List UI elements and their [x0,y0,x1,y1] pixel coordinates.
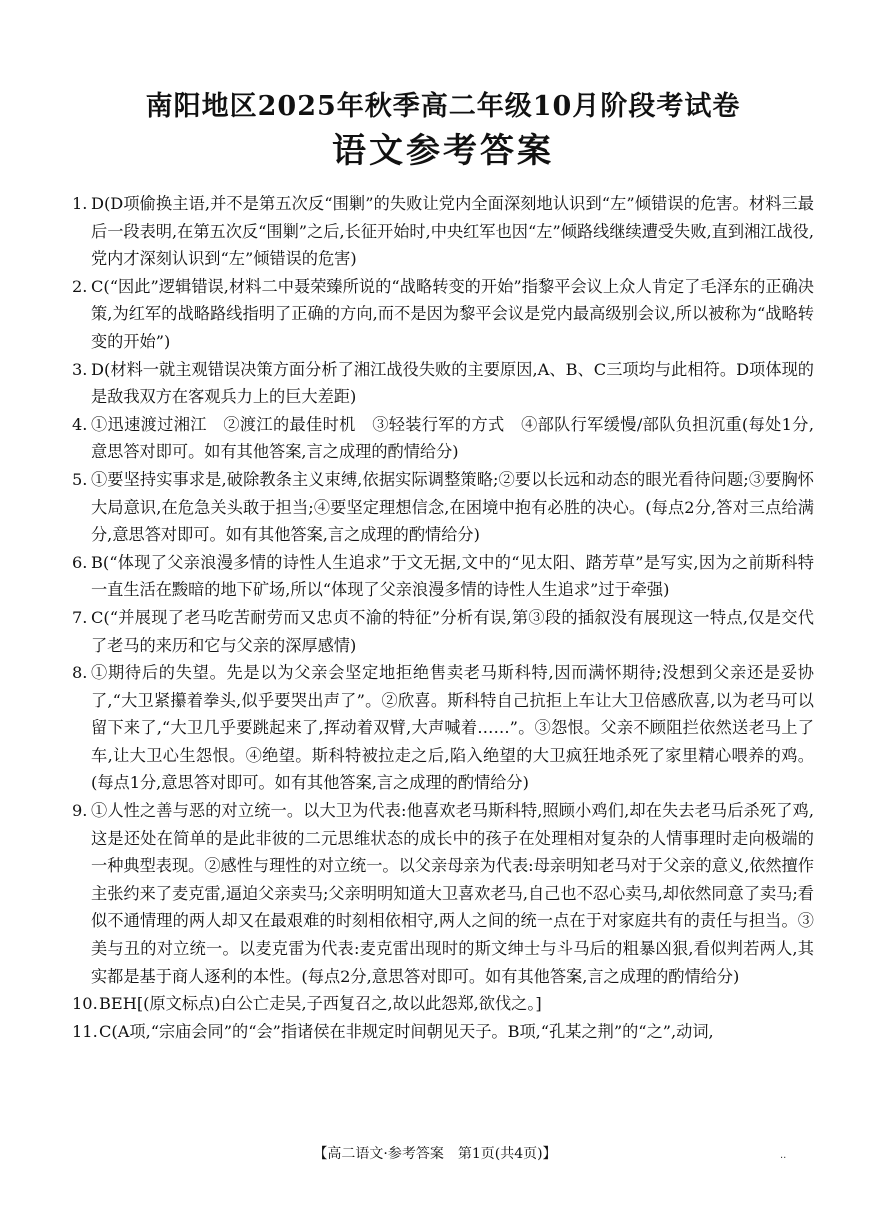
answer-list [72,190,814,1045]
answer-item-9 [72,797,814,990]
answer-number: 6. [72,552,88,572]
answer-text: ①期待后的失望。先是以为父亲会坚定地拒绝售卖老马斯科特,因而满怀期待;没想到父亲还是妥协了,“大卫紧攥着拳头,似乎要哭出声了”。②欣喜。斯科特自己抗拒上车让大卫倍感欣喜,以为老马可以留下来了,“大卫几乎要跳起来了,挥动着双臂,大声喊着……”。③怨恨。父亲不顾阻拦依然送老马上了车,让大卫心生怨恨。④绝望。斯科特被拉走之后,陷入绝望的大卫疯狂地杀死了家里精心喂养的鸡。(每点1分,意思答对即可。如有其他答案,言之成理的酌情给分) [91,663,814,793]
answer-number: 7. [72,607,88,627]
answer-key-title: 语文参考答案 [332,131,554,171]
answer-number: 4. [72,414,88,434]
answer-number: 10. [72,994,98,1014]
answer-text: C(A项,“宗庙会同”的“会”指诸侯在非规定时间朝见天子。B项,“孔某之荆”的“之”,动词, [99,1021,714,1041]
answer-text: D(材料一就主观错误决策方面分析了湘江战役失败的主要原因,A、B、C三项均与此相符。D项体现的是敌我双方在客观兵力上的巨大差距) [91,359,814,407]
answer-number: 3. [72,359,88,379]
answer-text: ①迅速渡过湘江 ②渡江的最佳时机 ③轻装行军的方式 ④部队行军缓慢/部队负担沉重(每处1分,意思答对即可。如有其他答案,言之成理的酌情给分) [91,414,814,462]
corner-mark: .. [780,1150,787,1161]
answer-text: D(D项偷换主语,并不是第五次反“围剿”的失败让党内全面深刻地认识到“左”倾错误的危害。材料三最后一段表明,在第五次反“围剿”之后,长征开始时,中央红军也因“左”倾路线继续遭受失败,直到湘江战役,党内才深刻认识到“左”倾错误的危害) [91,194,814,269]
answer-number: 1. [72,194,88,213]
answer-text: BEH[(原文标点)白公亡走吴,子西复召之,故以此怨郑,欲伐之。] [99,994,542,1014]
answer-item-2 [72,273,814,356]
answer-item-5 [72,466,814,549]
answer-item-4 [72,411,814,466]
page-footer: 【高二语文·参考答案 第1页(共4页)】 [313,1146,557,1162]
answer-text: C(“并展现了老马吃苦耐劳而又忠贞不渝的特征”分析有误,第③段的插叙没有展现这一特点,仅是交代了老马的来历和它与父亲的深厚感情) [91,607,814,655]
answer-item-6 [72,549,814,604]
answer-number: 5. [72,469,88,489]
answer-item-8 [72,659,814,797]
answer-text: B(“体现了父亲浪漫多情的诗性人生追求”于文无据,文中的“见太阳、踏芳草”是写实,因为之前斯科特一直生活在黢暗的地下矿场,所以“体现了父亲浪漫多情的诗性人生追求”过于牵强) [91,552,814,600]
answer-number: 8. [72,663,88,683]
answer-number: 9. [72,801,88,821]
answer-text: ①要坚持实事求是,破除教条主义束缚,依据实际调整策略;②要以长远和动态的眼光看待问题;③要胸怀大局意识,在危急关头敢于担当;④要坚定理想信念,在困境中抱有必胜的决心。(每点2分,答对三点给满分,意思答对即可。如有其他答案,言之成理的酌情给分) [91,469,814,545]
answer-number: 11. [72,1021,98,1041]
answer-item-7 [72,604,814,659]
answer-item-10 [72,990,814,1018]
answer-text: ①人性之善与恶的对立统一。以大卫为代表:他喜欢老马斯科特,照顾小鸡们,却在失去老马后杀死了鸡,这是还处在简单的是此非彼的二元思维状态的成长中的孩子在处理相对复杂的人情事理时走向极端的一种典型表现。②感性与理性的对立统一。以父亲母亲为代表:母亲明知老马对于父亲的意义,依然擅作主张约来了麦克雷,逼迫父亲卖马;父亲明明知道大卫喜欢老马,自己也不忍心卖马,却依然同意了卖马;看似不通情理的两人却又在最艰难的时刻相依相守,两人之间的统一点在于对家庭共有的责任与担当。③美与丑的对立统一。以麦克雷为代表:麦克雷出现时的斯文绅士与斗马后的粗暴凶狠,看似判若两人,其实都是基于商人逐利的本性。(每点2分,意思答对即可。如有其他答案,言之成理的酌情给分) [91,801,814,986]
answer-number: 2. [72,276,88,296]
exam-title: 南阳地区2025年秋季高二年级10月阶段考试卷 [145,91,741,122]
answer-item-3 [72,356,814,411]
answer-item-11 [72,1018,814,1046]
answer-text: C(“因此”逻辑错误,材料二中聂荣臻所说的“战略转变的开始”指黎平会议上众人肯定了毛泽东的正确决策,为红军的战略路线指明了正确的方向,而不是因为黎平会议是党内最高级别会议,所以被称为“战略转变的开始”) [91,276,814,351]
answer-item-1 [72,190,814,273]
